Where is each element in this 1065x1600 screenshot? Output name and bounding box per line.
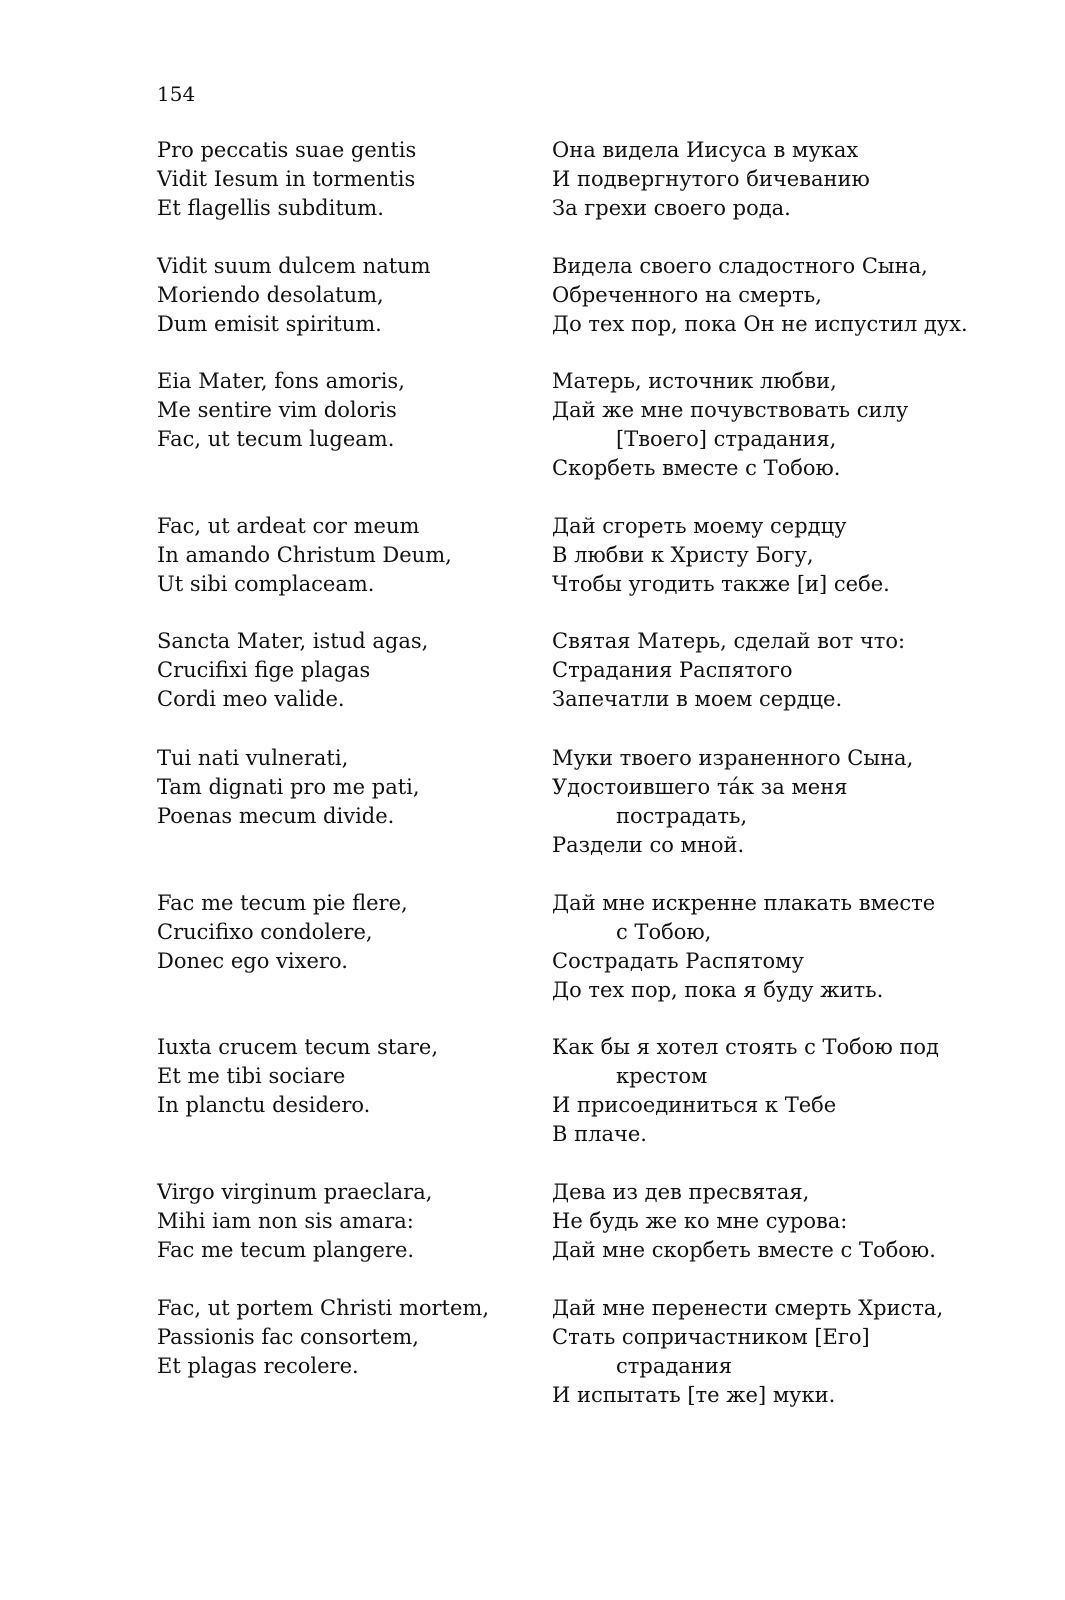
latin-line: Ut sibi complaceam.	[157, 572, 375, 596]
latin-line: Cordi meo valide.	[157, 687, 345, 711]
latin-stanza	[157, 136, 416, 223]
latin-line: Fac, ut tecum lugeam.	[157, 427, 395, 451]
russian-line: И присоединиться к Тебе	[552, 1093, 837, 1117]
russian-line: Дай сгореть моему сердцу	[552, 514, 847, 538]
latin-stanza	[157, 367, 405, 454]
russian-line: Муки твоего израненного Сына,	[552, 746, 914, 770]
russian-line: Святая Матерь, сделай вот что:	[552, 629, 906, 653]
latin-line: Passionis fac consortem,	[157, 1325, 419, 1349]
russian-line-continuation: [Твоего] страдания,	[616, 427, 837, 451]
page-number: 154	[157, 82, 196, 106]
latin-line: Vidit suum dulcem natum	[157, 254, 431, 278]
russian-line: Видела своего сладостного Сына,	[552, 254, 928, 278]
russian-line: Матерь, источник любви,	[552, 369, 837, 393]
latin-line: Virgo virginum praeclara,	[157, 1180, 433, 1204]
russian-line: Чтобы угодить также [и] себе.	[552, 572, 890, 596]
russian-stanza	[552, 1033, 939, 1149]
latin-line: Crucifixo condolere,	[157, 920, 373, 944]
russian-line: Дай мне искренне плакать вместе	[552, 891, 936, 915]
russian-stanza	[552, 744, 913, 860]
russian-line-continuation: пострадать,	[616, 804, 748, 828]
russian-line: До тех пор, пока я буду жить.	[552, 978, 884, 1002]
russian-line: До тех пор, пока Он не испустил дух.	[552, 312, 968, 336]
russian-stanza	[552, 367, 908, 483]
latin-line: Et me tibi sociare	[157, 1064, 346, 1088]
russian-line: Раздели со мной.	[552, 833, 745, 857]
latin-stanza	[157, 252, 431, 339]
russian-line: Сострадать Распятому	[552, 949, 804, 973]
russian-line: В любви к Христу Богу,	[552, 543, 814, 567]
latin-line: Tui nati vulnerati,	[157, 746, 349, 770]
latin-stanza	[157, 744, 420, 831]
latin-stanza	[157, 1294, 489, 1381]
russian-line-continuation: с Тобою,	[616, 920, 712, 944]
latin-line: Et plagas recolere.	[157, 1354, 359, 1378]
russian-stanza	[552, 1294, 943, 1410]
russian-line: И испытать [те же] муки.	[552, 1383, 836, 1407]
latin-stanza	[157, 512, 452, 599]
latin-line: Eia Mater, fons amoris,	[157, 369, 405, 393]
russian-line-continuation: крестом	[616, 1064, 708, 1088]
russian-line: Не будь же ко мне сурова:	[552, 1209, 848, 1233]
latin-stanza	[157, 627, 428, 714]
latin-stanza	[157, 1178, 432, 1265]
latin-line: Poenas mecum divide.	[157, 804, 395, 828]
latin-line: Crucifixi fige plagas	[157, 658, 371, 682]
russian-line: Страдания Распятого	[552, 658, 793, 682]
latin-line: Moriendo desolatum,	[157, 283, 384, 307]
russian-line-continuation: страдания	[616, 1354, 733, 1378]
russian-stanza	[552, 1178, 936, 1265]
russian-line: Как бы я хотел стоять с Тобою под	[552, 1035, 939, 1059]
russian-line: И подвергнутого бичеванию	[552, 167, 870, 191]
latin-line: Fac me tecum plangere.	[157, 1238, 415, 1262]
russian-line: Дай мне скорбеть вместе с Тобою.	[552, 1238, 936, 1262]
latin-line: Pro peccatis suae gentis	[157, 138, 417, 162]
latin-line: Tam dignati pro me pati,	[157, 775, 420, 799]
russian-line: Обреченного на смерть,	[552, 283, 822, 307]
russian-line: За грехи своего рода.	[552, 196, 791, 220]
latin-line: In amando Christum Deum,	[157, 543, 452, 567]
latin-line: Sancta Mater, istud agas,	[157, 629, 429, 653]
latin-line: In planctu desidero.	[157, 1093, 371, 1117]
russian-line: Удостоившего та́к за меня	[552, 775, 848, 799]
russian-stanza	[552, 252, 968, 339]
latin-line: Fac, ut portem Christi mortem,	[157, 1296, 490, 1320]
latin-line: Fac me tecum pie flere,	[157, 891, 408, 915]
latin-line: Me sentire vim doloris	[157, 398, 397, 422]
latin-line: Dum emisit spiritum.	[157, 312, 382, 336]
russian-line: Она видела Иисуса в муках	[552, 138, 859, 162]
latin-stanza	[157, 1033, 438, 1120]
latin-stanza	[157, 889, 408, 976]
latin-line: Vidit Iesum in tormentis	[157, 167, 416, 191]
russian-line: Дай же мне почувствовать силу	[552, 398, 909, 422]
russian-stanza	[552, 627, 905, 714]
russian-stanza	[552, 512, 890, 599]
latin-line: Mihi iam non sis amara:	[157, 1209, 414, 1233]
russian-line: Запечатли в моем сердце.	[552, 687, 843, 711]
latin-line: Donec ego vixero.	[157, 949, 348, 973]
russian-stanza	[552, 889, 935, 1005]
russian-stanza	[552, 136, 870, 223]
latin-line: Et flagellis subditum.	[157, 196, 384, 220]
russian-line: Скорбеть вместе с Тобою.	[552, 456, 841, 480]
russian-line: Дай мне перенести смерть Христа,	[552, 1296, 944, 1320]
russian-line: Стать сопричастником [Его]	[552, 1325, 870, 1349]
russian-line: Дева из дев пресвятая,	[552, 1180, 810, 1204]
latin-line: Iuxta crucem tecum stare,	[157, 1035, 439, 1059]
russian-line: В плаче.	[552, 1122, 647, 1146]
latin-line: Fac, ut ardeat cor meum	[157, 514, 420, 538]
